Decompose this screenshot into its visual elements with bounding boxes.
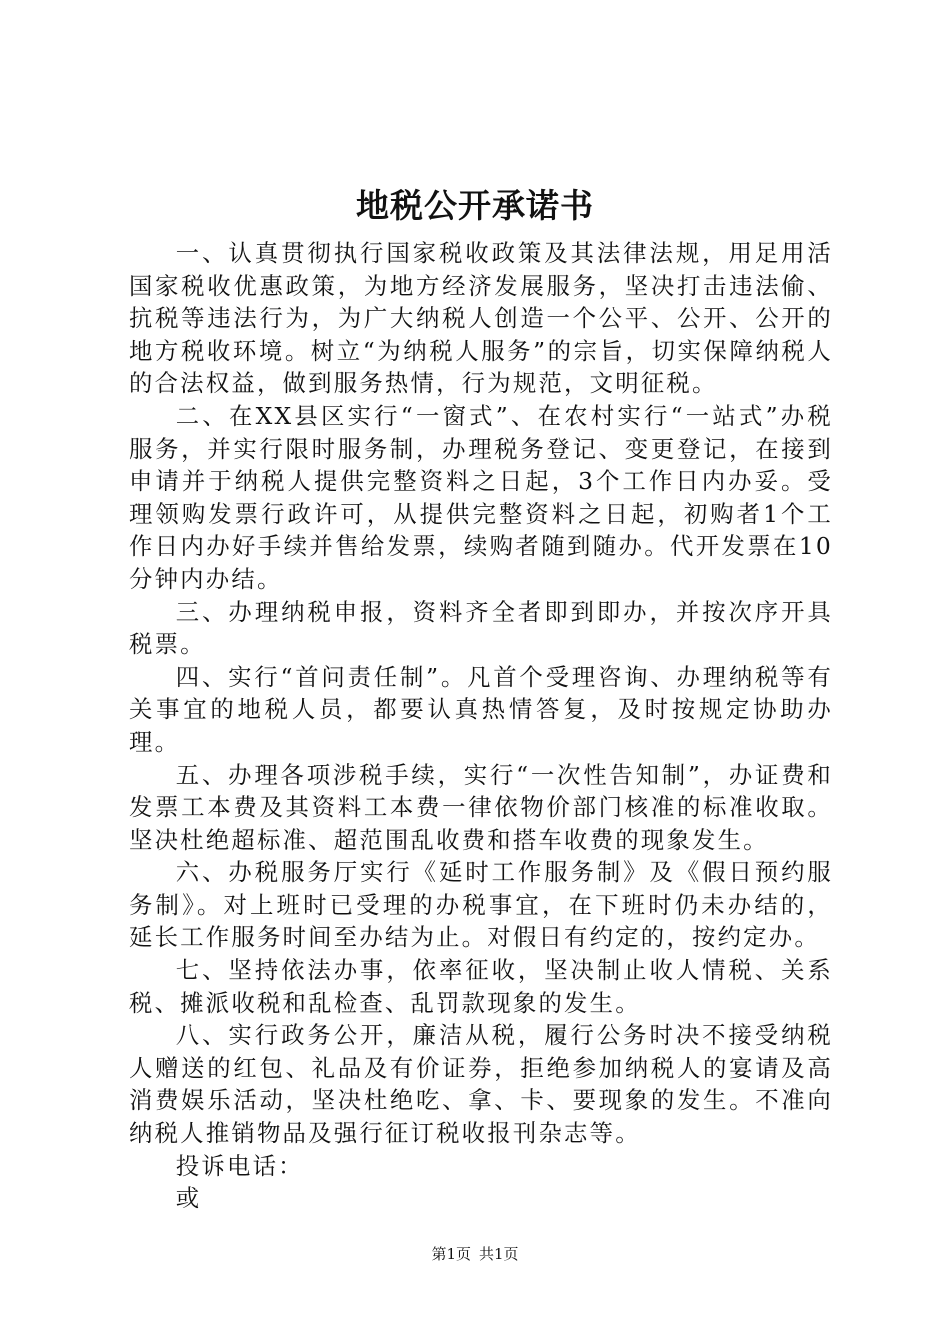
page-footer <box>0 1244 950 1264</box>
paragraph-2: 二、在XX县区实行“一窗式”、在农村实行“一站式”办税服务，并实行限时服务制，办理税务登记、变更登记，在接到申请并于纳税人提供完整资料之日起，3个工作日内办妥。受理领购发票行政许可，从提供完整资料之日起，初购者1个工作日内办好手续并售给发票，续购者随到随办。代开发票在10分钟内办结。 <box>129 401 833 593</box>
page-total: 共1页 <box>479 1245 519 1263</box>
paragraph-4: 四、实行“首问责任制”。凡首个受理咨询、办理纳税等有关事宜的地税人员，都要认真热情答复，及时按规定协助办理。 <box>129 662 833 756</box>
document-title: 地税公开承诺书 <box>356 186 594 225</box>
paragraph-5: 五、办理各项涉税手续，实行“一次性告知制”，办证费和发票工本费及其资料工本费一律依物价部门核准的标准收取。坚决杜绝超标准、超范围乱收费和搭车收费的现象发生。 <box>129 760 833 854</box>
paragraph-7: 七、坚持依法办事，依率征收，坚决制止收人情税、关系税、摊派收税和乱检查、乱罚款现象的发生。 <box>129 956 833 1017</box>
or-label: 或 <box>175 1184 202 1213</box>
paragraph-8: 八、实行政务公开，廉洁从税，履行公务时决不接受纳税人赠送的红包、礼品及有价证券，拒绝参加纳税人的宴请及高消费娱乐活动，坚决杜绝吃、拿、卡、要现象的发生。不准向纳税人推销物品及强行征订税收报刊杂志等。 <box>129 1021 833 1148</box>
document-body <box>129 237 833 1215</box>
paragraph-6: 六、办税服务厅实行《延时工作服务制》及《假日预约服务制》。对上班时已受理的办税事宜，在下班时仍未办结的，延长工作服务时间至办结为止。对假日有约定的，按约定办。 <box>129 858 833 952</box>
paragraph-1: 一、认真贯彻执行国家税收政策及其法律法规，用足用活国家税收优惠政策，为地方经济发展服务，坚决打击违法偷、抗税等违法行为，为广大纳税人创造一个公平、公开、公开的地方税收环境。树立“为纳税人服务”的宗旨，切实保障纳税人的合法权益，做到服务热情，行为规范，文明征税。 <box>129 239 833 398</box>
page-number: 第1页 <box>431 1245 471 1263</box>
complaint-phone-label: 投诉电话： <box>175 1151 304 1180</box>
paragraph-3: 三、办理纳税申报，资料齐全者即到即办，并按次序开具税票。 <box>129 597 833 659</box>
